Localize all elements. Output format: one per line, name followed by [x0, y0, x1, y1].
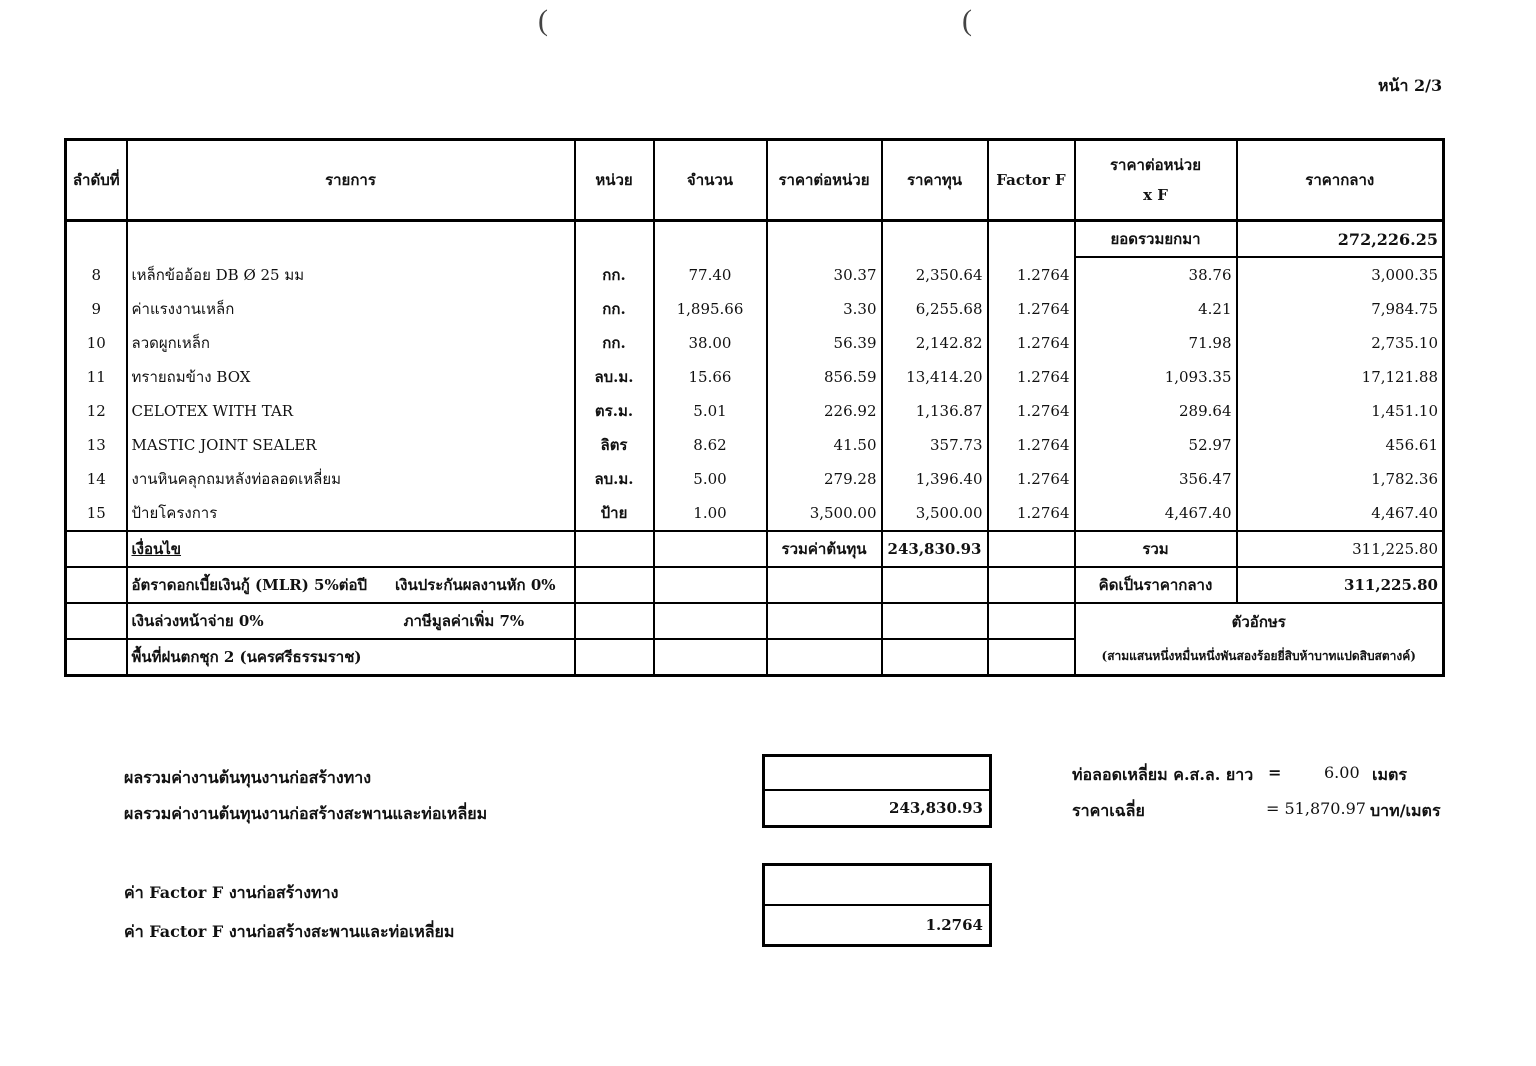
- header-row: [66, 140, 1444, 221]
- col-item: รายการ: [127, 140, 575, 221]
- col-unit-price-f: [1075, 140, 1237, 221]
- row-no: 10: [66, 326, 127, 360]
- area-label: พื้นที่ฝนตกชุก 2 (นครศรีธรรมราช): [127, 639, 575, 676]
- culvert-length-unit: เมตร: [1372, 765, 1407, 784]
- table-row: [66, 394, 1444, 428]
- row-factor: 1.2764: [988, 292, 1075, 326]
- row-no: 8: [66, 257, 127, 292]
- road-cost-label: ผลรวมค่างานต้นทุนงานก่อสร้างทาง: [124, 768, 372, 787]
- culvert-avg-value: = 51,870.97: [1266, 799, 1366, 818]
- factor-bridge-label: ค่า Factor F งานก่อสร้างสะพานและท่อเหลี่ยม: [124, 922, 455, 941]
- culvert-length-label: ท่อลอดเหลี่ยม ค.ส.ล. ยาว: [1072, 765, 1254, 784]
- row-price-f: 289.64: [1075, 394, 1237, 428]
- total-cost-value: 243,830.93: [882, 531, 988, 567]
- total-cost-label: รวมค่าต้นทุน: [767, 531, 882, 567]
- brought-forward-label: ยอดรวมยกมา: [1075, 221, 1237, 258]
- row-median: 17,121.88: [1237, 360, 1444, 394]
- row-item: ป้ายโครงการ: [127, 496, 575, 531]
- retention-label: เงินประกันผลงานหัก 0%: [395, 576, 556, 594]
- col-unit-price: ราคาต่อหน่วย: [767, 140, 882, 221]
- total-value: 311,225.80: [1237, 531, 1444, 567]
- row-unit: กก.: [575, 292, 654, 326]
- stray-mark-right: (: [962, 4, 972, 37]
- row-unit-price: 56.39: [767, 326, 882, 360]
- bridge-cost-value: 243,830.93: [889, 799, 983, 817]
- row-unit: กก.: [575, 326, 654, 360]
- table-row: [66, 496, 1444, 531]
- culvert-avg-unit: บาท/เมตร: [1370, 801, 1441, 820]
- col-factor: Factor F: [988, 140, 1075, 221]
- col-qty: จำนวน: [654, 140, 767, 221]
- row-median: 2,735.10: [1237, 326, 1444, 360]
- row-unit-price: 279.28: [767, 462, 882, 496]
- row-unit-price: 3,500.00: [767, 496, 882, 531]
- row-unit: ป้าย: [575, 496, 654, 531]
- table-row: [66, 428, 1444, 462]
- row-unit-price: 30.37: [767, 257, 882, 292]
- row-unit: ลบ.ม.: [575, 360, 654, 394]
- row-median: 7,984.75: [1237, 292, 1444, 326]
- row-cost: 13,414.20: [882, 360, 988, 394]
- col-unit-price-f-line1: ราคาต่อหน่วย: [1109, 156, 1202, 174]
- brought-forward-row: [66, 221, 1444, 258]
- mlr-cell: [127, 567, 575, 603]
- bridge-cost-label: ผลรวมค่างานต้นทุนงานก่อสร้างสะพานและท่อเหลี่ยม: [124, 804, 488, 823]
- in-words-value: (สามแสนหนึ่งหมื่นหนึ่งพันสองร้อยยี่สิบห้าบาทแปดสิบสตางค์): [1075, 639, 1444, 676]
- row-qty: 1.00: [654, 496, 767, 531]
- total-label: รวม: [1075, 531, 1237, 567]
- col-no: ลำดับที่: [66, 140, 127, 221]
- factor-bridge-value: 1.2764: [925, 916, 983, 934]
- col-unit: หน่วย: [575, 140, 654, 221]
- vat-label: ภาษีมูลค่าเพิ่ม 7%: [403, 612, 525, 630]
- conditions-label: เงื่อนไข: [127, 531, 575, 567]
- page-number: หน้า 2/3: [1378, 76, 1443, 95]
- row-price-f: 38.76: [1075, 257, 1237, 292]
- col-cost: ราคาทุน: [882, 140, 988, 221]
- row-cost: 1,396.40: [882, 462, 988, 496]
- row-cost: 2,142.82: [882, 326, 988, 360]
- row-qty: 5.00: [654, 462, 767, 496]
- row-unit: ตร.ม.: [575, 394, 654, 428]
- row-unit-price: 3.30: [767, 292, 882, 326]
- row-factor: 1.2764: [988, 462, 1075, 496]
- table-row: [66, 360, 1444, 394]
- row-item: เหล็กข้ออ้อย DB Ø 25 มม: [127, 257, 575, 292]
- row-no: 12: [66, 394, 127, 428]
- row-factor: 1.2764: [988, 326, 1075, 360]
- factor-road-label: ค่า Factor F งานก่อสร้างทาง: [124, 883, 339, 902]
- brought-forward-value: 272,226.25: [1237, 221, 1444, 258]
- factor-summary-box: [762, 863, 992, 947]
- row-median: 3,000.35: [1237, 257, 1444, 292]
- row-qty: 5.01: [654, 394, 767, 428]
- table-row: [66, 462, 1444, 496]
- row-item: งานหินคลุกถมหลังท่อลอดเหลี่ยม: [127, 462, 575, 496]
- row-cost: 1,136.87: [882, 394, 988, 428]
- footer-row-mlr: [66, 567, 1444, 603]
- row-price-f: 4,467.40: [1075, 496, 1237, 531]
- row-cost: 2,350.64: [882, 257, 988, 292]
- row-item: ค่าแรงงานเหล็ก: [127, 292, 575, 326]
- row-factor: 1.2764: [988, 257, 1075, 292]
- row-no: 11: [66, 360, 127, 394]
- row-price-f: 71.98: [1075, 326, 1237, 360]
- row-unit: ลิตร: [575, 428, 654, 462]
- culvert-avg-label: ราคาเฉลี่ย: [1072, 801, 1145, 820]
- row-no: 9: [66, 292, 127, 326]
- row-cost: 3,500.00: [882, 496, 988, 531]
- in-words-label: ตัวอักษร: [1075, 603, 1444, 639]
- row-unit: ลบ.ม.: [575, 462, 654, 496]
- stray-mark-left: (: [538, 4, 548, 37]
- row-item: ทรายถมข้าง BOX: [127, 360, 575, 394]
- row-price-f: 52.97: [1075, 428, 1237, 462]
- row-qty: 8.62: [654, 428, 767, 462]
- row-no: 13: [66, 428, 127, 462]
- row-price-f: 356.47: [1075, 462, 1237, 496]
- row-qty: 38.00: [654, 326, 767, 360]
- row-median: 1,782.36: [1237, 462, 1444, 496]
- row-item: CELOTEX WITH TAR: [127, 394, 575, 428]
- row-cost: 357.73: [882, 428, 988, 462]
- road-cost-value: [765, 757, 989, 791]
- row-median: 1,451.10: [1237, 394, 1444, 428]
- as-median-label: คิดเป็นราคากลาง: [1075, 567, 1237, 603]
- table-row: [66, 326, 1444, 360]
- col-unit-price-f-line2: x F: [1143, 186, 1168, 204]
- factor-road-value: [765, 866, 989, 906]
- row-qty: 1,895.66: [654, 292, 767, 326]
- footer-row-total: [66, 531, 1444, 567]
- cost-summary-box: [762, 754, 992, 828]
- row-cost: 6,255.68: [882, 292, 988, 326]
- row-factor: 1.2764: [988, 496, 1075, 531]
- col-median-price: ราคากลาง: [1237, 140, 1444, 221]
- row-factor: 1.2764: [988, 394, 1075, 428]
- row-price-f: 1,093.35: [1075, 360, 1237, 394]
- row-unit: กก.: [575, 257, 654, 292]
- cost-table: [64, 138, 1445, 677]
- row-qty: 77.40: [654, 257, 767, 292]
- row-item: MASTIC JOINT SEALER: [127, 428, 575, 462]
- row-item: ลวดผูกเหล็ก: [127, 326, 575, 360]
- row-unit-price: 41.50: [767, 428, 882, 462]
- table-row: [66, 292, 1444, 326]
- row-unit-price: 226.92: [767, 394, 882, 428]
- row-median: 456.61: [1237, 428, 1444, 462]
- row-qty: 15.66: [654, 360, 767, 394]
- footer-row-area: [66, 639, 1444, 676]
- mlr-label: อัตราดอกเบี้ยเงินกู้ (MLR) 5%ต่อปี: [131, 576, 368, 594]
- row-median: 4,467.40: [1237, 496, 1444, 531]
- culvert-length-value: 6.00: [1324, 763, 1360, 782]
- row-factor: 1.2764: [988, 360, 1075, 394]
- row-no: 15: [66, 496, 127, 531]
- advance-label: เงินล่วงหน้าจ่าย 0%: [131, 612, 264, 630]
- row-factor: 1.2764: [988, 428, 1075, 462]
- as-median-value: 311,225.80: [1237, 567, 1444, 603]
- table-row: [66, 257, 1444, 292]
- advance-cell: [127, 603, 575, 639]
- row-no: 14: [66, 462, 127, 496]
- culvert-length-eq: =: [1268, 763, 1282, 782]
- row-unit-price: 856.59: [767, 360, 882, 394]
- row-price-f: 4.21: [1075, 292, 1237, 326]
- footer-row-advance: [66, 603, 1444, 639]
